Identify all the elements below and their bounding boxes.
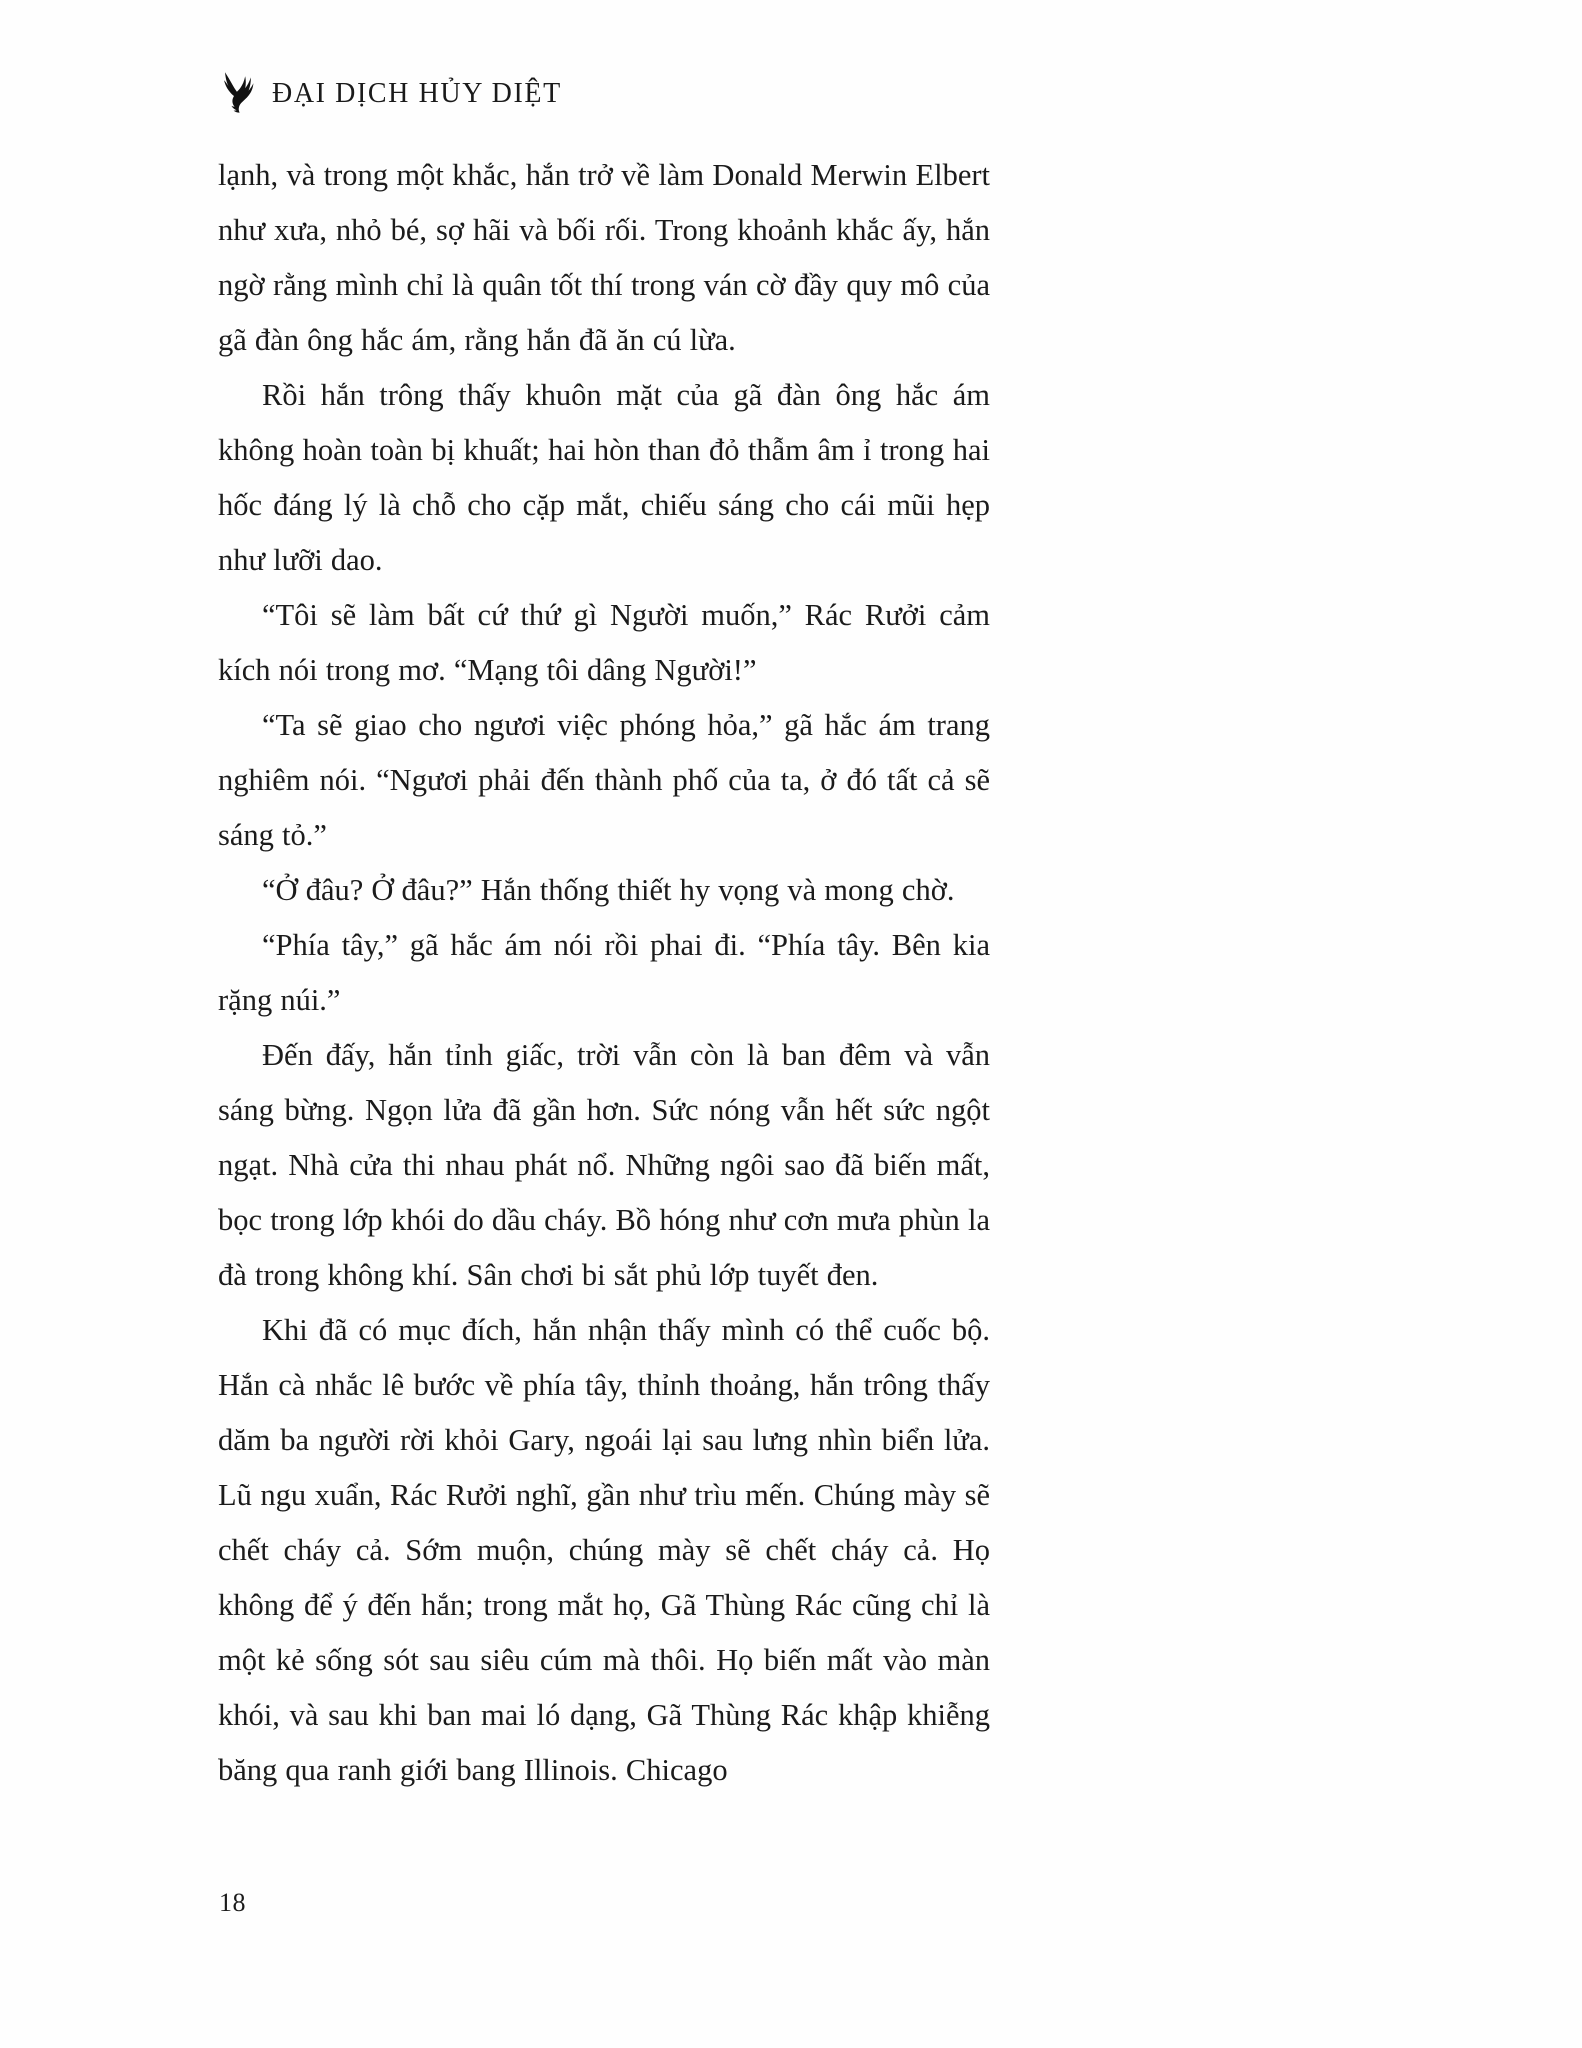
paragraph: “Ở đâu? Ở đâu?” Hắn thống thiết hy vọng và mong chờ. — [262, 873, 955, 907]
paragraph: Khi đã có mục đích, hắn nhận thấy mình có thể cuốc bộ. Hắn cà nhắc lê bước về phía tây, thỉnh thoảng, hắn trông thấy dăm ba người rời khỏi Gary, ngoái lại sau lưng nhìn biển lửa. Lũ ngu xuẩn, Rác Rưởi nghĩ, gần như trìu mến. Chúng mày sẽ chết cháy cả. Sớm muộn, chúng mày sẽ chết cháy cả. Họ không để ý đến hắn; trong mắt họ, Gã Thùng Rác cũng chỉ là một kẻ sống sót sau siêu cúm mà thôi. Họ biến mất vào màn khói, và sau khi ban mai ló dạng, Gã Thùng Rác khập khiễng băng qua ranh giới bang Illinois. Chicago — [218, 1313, 990, 1787]
paragraph: Rồi hắn trông thấy khuôn mặt của gã đàn ông hắc ám không hoàn toàn bị khuất; hai hòn than đỏ thẫm âm ỉ trong hai hốc đáng lý là chỗ cho cặp mắt, chiếu sáng cho cái mũi hẹp như lưỡi dao. — [218, 378, 990, 577]
paragraph: “Tôi sẽ làm bất cứ thứ gì Người muốn,” Rác Rưởi cảm kích nói trong mơ. “Mạng tôi dâng Người!” — [218, 598, 990, 687]
running-head — [218, 68, 562, 114]
paragraph: lạnh, và trong một khắc, hắn trở về làm Donald Merwin Elbert như xưa, nhỏ bé, sợ hãi và bối rối. Trong khoảnh khắc ấy, hắn ngờ rằng mình chỉ là quân tốt thí trong ván cờ đầy quy mô của gã đàn ông hắc ám, rằng hắn đã ăn cú lừa. — [218, 158, 990, 357]
paragraph: “Phía tây,” gã hắc ám nói rồi phai đi. “Phía tây. Bên kia rặng núi.” — [218, 928, 990, 1017]
flying-bird-icon — [218, 69, 258, 113]
body-text — [218, 148, 990, 1798]
running-head-title: ĐẠI DỊCH HỦY DIỆT — [272, 78, 562, 109]
paragraph: Đến đấy, hắn tỉnh giấc, trời vẫn còn là ban đêm và vẫn sáng bừng. Ngọn lửa đã gần hơn. Sức nóng vẫn hết sức ngột ngạt. Nhà cửa thi nhau phát nổ. Những ngôi sao đã biến mất, bọc trong lớp khói do dầu cháy. Bồ hóng như cơn mưa phùn la đà trong không khí. Sân chơi bi sắt phủ lớp tuyết đen. — [218, 1038, 990, 1292]
page-number: 18 — [219, 1888, 246, 1917]
paragraph: “Ta sẽ giao cho ngươi việc phóng hỏa,” gã hắc ám trang nghiêm nói. “Ngươi phải đến thành phố của ta, ở đó tất cả sẽ sáng tỏ.” — [218, 708, 990, 852]
